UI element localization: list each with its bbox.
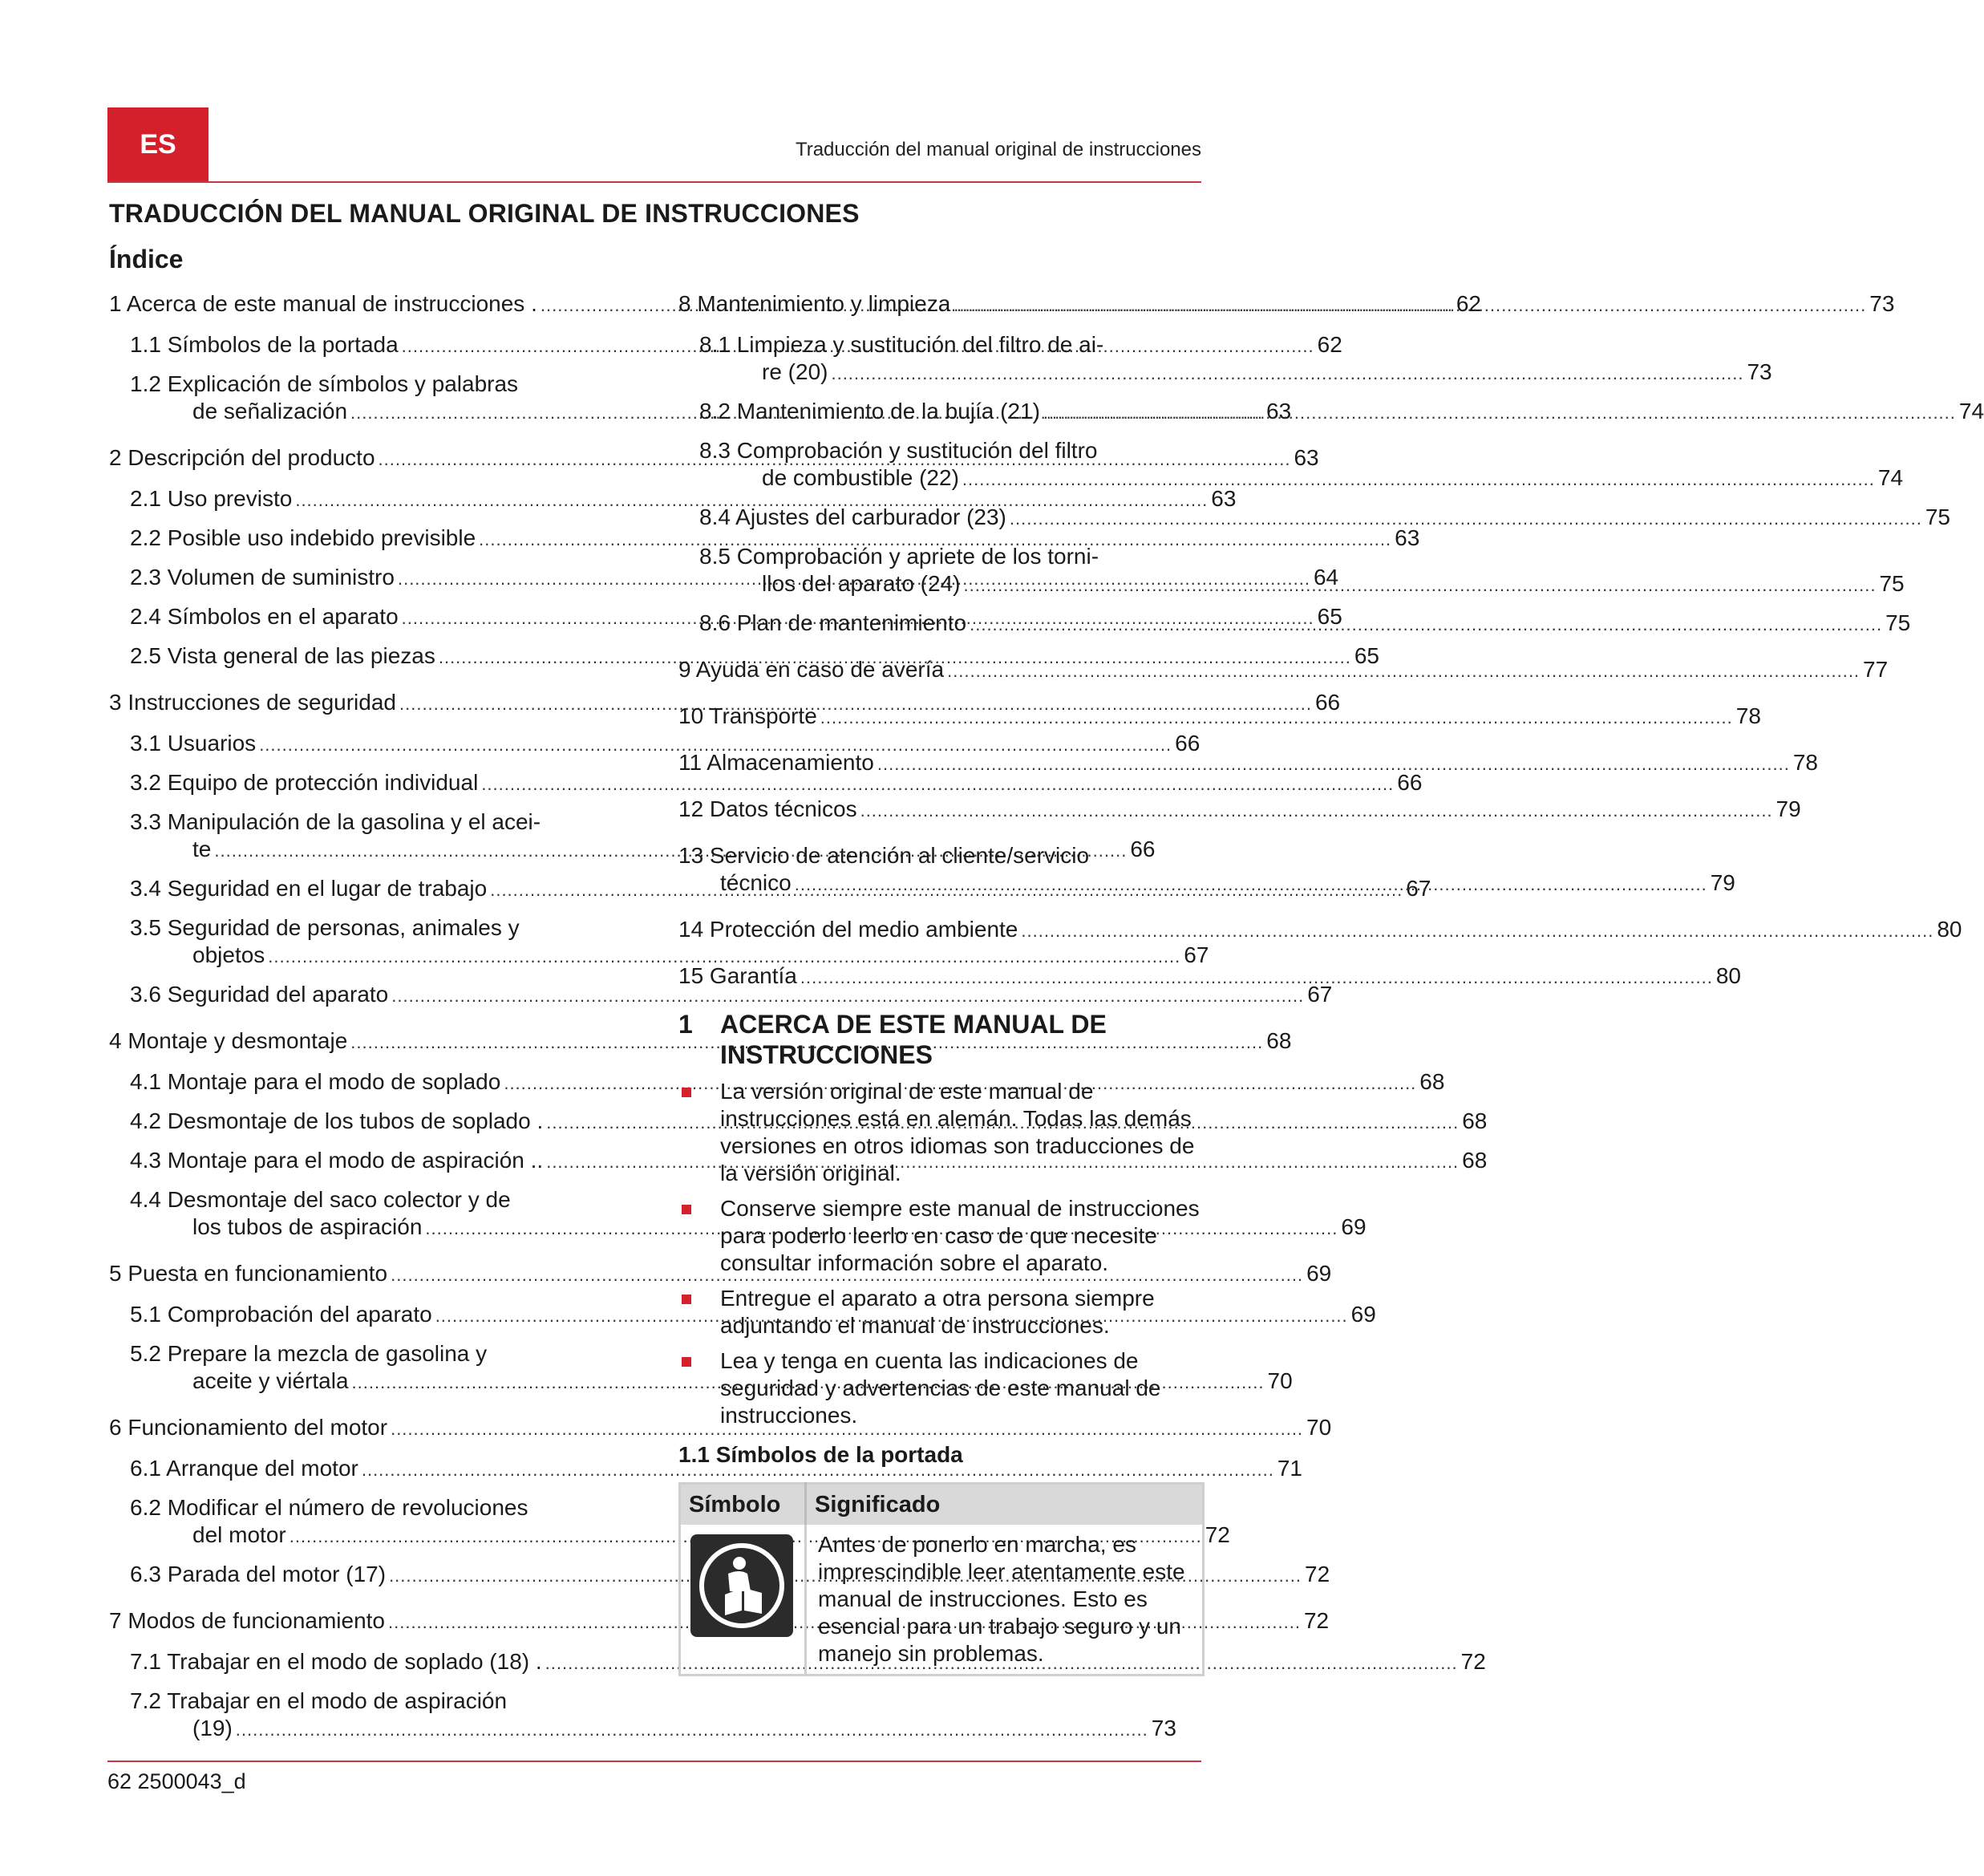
toc-entry[interactable] [678, 656, 1889, 685]
toc-entry-continuation: de señalización [192, 399, 348, 423]
toc-page-number: 79 [1710, 870, 1735, 895]
meaning-cell: Antes de ponerlo en marcha, es imprescindible leer atentamente este manual de instrucciones. Esto es esencial para un trabajo seguro y un manejo sin problemas. [818, 1532, 1185, 1666]
read-manual-icon [690, 1534, 793, 1637]
section-heading [678, 1009, 1200, 1070]
toc-entry-title: 3.1 Usuarios [130, 731, 257, 756]
section-heading-line2: INSTRUCCIONES [720, 1040, 933, 1069]
symbol-cell [680, 1525, 806, 1675]
toc-page-number: 69 [1341, 1214, 1367, 1239]
leader-dots [954, 292, 1866, 319]
toc-page-number: 68 [1462, 1108, 1488, 1133]
toc-entry[interactable] [109, 1068, 1445, 1097]
toc-entry-title: 6.3 Parada del motor (17) [130, 1562, 387, 1586]
leader-dots [1021, 918, 1933, 945]
bullet-square-icon [682, 1357, 691, 1367]
toc-entry-continuation: re (20) [762, 359, 828, 384]
section-number: 1 [678, 1010, 693, 1039]
toc-page-number: 64 [1313, 565, 1339, 590]
toc-entry[interactable] [678, 703, 1761, 731]
leader-dots [877, 751, 1790, 778]
toc-page-number: 75 [1925, 504, 1951, 529]
toc-entry[interactable] [109, 1561, 1330, 1590]
toc-entry-title: 2.4 Símbolos en el aparato [130, 604, 399, 629]
toc-entry[interactable] [109, 1688, 1176, 1744]
toc-entry-title: 4.2 Desmontaje de los tubos de soplado . [130, 1108, 544, 1133]
toc-entry-title: 10 Transporte [678, 703, 817, 728]
toc-page-number: 68 [1419, 1069, 1445, 1094]
toc-page-number: 69 [1350, 1302, 1376, 1327]
header-divider [107, 181, 1201, 183]
toc-entry-title: 5.1 Comprobación del aparato [130, 1302, 432, 1327]
toc-entry-continuation: de combustible (22) [762, 465, 959, 490]
toc-entry-title: 12 Datos técnicos [678, 796, 857, 821]
toc-page-number: 68 [1462, 1148, 1488, 1173]
toc-entry-title: 3.6 Seguridad del aparato [130, 982, 389, 1007]
toc-entry[interactable] [109, 769, 1423, 798]
toc-page-number: 66 [1175, 731, 1201, 756]
toc-page-number: 67 [1184, 942, 1209, 967]
toc-entry-continuation: te [192, 837, 212, 861]
toc-entry[interactable] [109, 1108, 1488, 1137]
toc-page-number: 75 [1885, 610, 1911, 635]
toc-entry[interactable] [678, 504, 1951, 533]
toc-entry[interactable] [109, 1260, 1332, 1289]
toc-entry-title: 8.6 Plan de mantenimiento [699, 610, 967, 635]
toc-entry[interactable] [109, 1147, 1488, 1176]
toc-page-number: 79 [1775, 796, 1801, 821]
toc-entry[interactable] [109, 1414, 1332, 1443]
toc-entry[interactable] [678, 962, 1741, 991]
toc-entry[interactable] [109, 485, 1237, 514]
running-header: Traducción del manual original de instrucciones [795, 139, 1201, 160]
toc-entry-continuation: los tubos de aspiración [192, 1214, 423, 1239]
toc-page-number: 78 [1735, 703, 1761, 728]
toc-entry-title: 3.2 Equipo de protección individual [130, 770, 479, 795]
bullet-list [678, 1078, 1200, 1429]
toc-entry[interactable] [109, 1648, 1486, 1677]
toc-entry-title: 4.1 Montaje para el modo de soplado [130, 1069, 501, 1094]
page-footer: 62 2500043_d [107, 1769, 246, 1793]
subsection-heading: 1.1 Símbolos de la portada [678, 1442, 963, 1467]
toc-entry-title: 3 Instrucciones de seguridad [109, 690, 396, 715]
toc-entry[interactable] [109, 730, 1201, 759]
toc-entry[interactable] [109, 1607, 1330, 1636]
toc-page-number: 63 [1395, 525, 1420, 550]
toc-entry-title: 1.2 Explicación de símbolos y palabras [130, 371, 519, 396]
toc-page-number: 70 [1306, 1415, 1332, 1440]
toc-entry-continuation: aceite y viértala [192, 1368, 349, 1393]
leader-dots [795, 874, 1707, 894]
footer-divider [107, 1761, 1201, 1762]
toc-entry-title: 14 Protección del medio ambiente [678, 917, 1018, 942]
column-header-meaning: Significado [806, 1484, 1204, 1526]
toc-entry[interactable] [678, 749, 1818, 778]
toc-page-number: 69 [1306, 1261, 1332, 1286]
toc-entry[interactable] [109, 981, 1333, 1010]
bullet-square-icon [682, 1205, 691, 1214]
toc-entry-title: 11 Almacenamiento [678, 750, 874, 775]
toc-entry-title: 2.2 Posible uso indebido previsible [130, 525, 476, 550]
section-1 [678, 1009, 1200, 1676]
leader-dots [962, 469, 1875, 489]
leader-dots [947, 658, 1860, 685]
toc-entry-title: 2.3 Volumen de suministro [130, 565, 395, 590]
toc-page-number: 74 [1877, 465, 1904, 490]
toc-entry-title: 1 Acerca de este manual de instrucciones . [109, 291, 537, 316]
language-badge: ES [107, 107, 209, 182]
symbol-table [678, 1482, 1205, 1676]
index-heading: Índice [109, 245, 184, 273]
toc-entry-title: 4.3 Montaje para el modo de aspiración .. [130, 1148, 544, 1173]
bullet-square-icon [682, 1088, 691, 1097]
toc-entry-title: 8.5 Comprobación y apriete de los torni- [699, 544, 1099, 569]
toc-entry-continuation: técnico [720, 870, 792, 895]
toc-page-number: 62 [1317, 332, 1342, 357]
toc-entry-continuation: objetos [192, 942, 265, 967]
toc-page-number: 66 [1397, 770, 1423, 795]
toc-entry[interactable] [678, 916, 1962, 945]
toc-entry[interactable] [109, 525, 1420, 553]
toc-entry-title: 15 Garantía [678, 963, 797, 988]
toc-entry-title: 3.4 Seguridad en el lugar de trabajo [130, 876, 488, 901]
toc-page-number: 63 [1294, 445, 1319, 470]
toc-entry-title: 1.1 Símbolos de la portada [130, 332, 399, 357]
table-row [680, 1525, 1204, 1675]
toc-entry-continuation: del motor [192, 1522, 286, 1547]
toc-entry-title: 4 Montaje y desmontaje [109, 1028, 348, 1053]
toc-page-number: 73 [1747, 359, 1772, 384]
toc-page-number: 66 [1314, 690, 1341, 715]
toc-entry-title: 8 Mantenimiento y limpieza [678, 291, 951, 316]
leader-dots [963, 575, 1876, 595]
toc-entry[interactable] [109, 1455, 1302, 1484]
toc-page-number: 80 [1715, 963, 1741, 988]
toc-page-number: 70 [1267, 1368, 1293, 1393]
toc-page-number: 72 [1460, 1649, 1486, 1674]
toc-entry-title: 6.2 Modificar el número de revoluciones [130, 1495, 528, 1520]
toc-page-number: 65 [1354, 643, 1379, 668]
leader-dots [1043, 399, 1956, 427]
toc-entry[interactable] [678, 796, 1801, 825]
toc-entry-title: 6 Funcionamiento del motor [109, 1415, 388, 1440]
toc-page-number: 78 [1792, 750, 1818, 775]
toc-page-number: 66 [1130, 837, 1156, 861]
toc-page-number: 80 [1937, 917, 1962, 942]
toc-page-number: 73 [1151, 1716, 1176, 1740]
toc-entry-title: 3.5 Seguridad de personas, animales y [130, 915, 520, 940]
toc-page-number: 62 [1456, 291, 1481, 316]
toc-page-number: 72 [1205, 1522, 1230, 1547]
toc-page-number: 67 [1406, 876, 1431, 901]
section-heading-line1: ACERCA DE ESTE MANUAL DE [720, 1010, 1107, 1039]
toc-page-number: 63 [1266, 399, 1292, 423]
leader-dots [1010, 505, 1922, 533]
toc-page-number: 71 [1277, 1456, 1302, 1481]
leader-dots [800, 964, 1713, 991]
toc-entry-title: 13 Servicio de atención al cliente/servicio [678, 843, 1090, 868]
toc-entry-title: 2 Descripción del producto [109, 445, 375, 470]
toc-page-number: 77 [1863, 657, 1889, 682]
toc-page-number: 72 [1303, 1608, 1330, 1633]
toc-entry-title: 9 Ayuda en caso de avería [678, 657, 945, 682]
list-item: Lea y tenga en cuenta las indicaciones de seguridad y advertencias de este manual de instrucciones. [678, 1347, 1200, 1429]
toc-entry-title: 8.2 Mantenimiento de la bujía (21) [699, 399, 1040, 423]
document-title: TRADUCCIÓN DEL MANUAL ORIGINAL DE INSTRUCCIONES [109, 199, 860, 228]
toc-page-number: 73 [1869, 291, 1895, 316]
toc-entry-title: 5 Puesta en funcionamiento [109, 1261, 388, 1286]
toc-page-number: 65 [1317, 604, 1342, 629]
toc-entry-continuation: llos del aparato (24) [762, 571, 961, 596]
toc-entry-title: 8.4 Ajustes del carburador (23) [699, 504, 1006, 529]
list-item: La versión original de este manual de instrucciones está en alemán. Todas las demás versiones en otros idiomas son traducciones de la versión original. [678, 1078, 1200, 1187]
toc-entry-title: 8.3 Comprobación y sustitución del filtro [699, 438, 1098, 463]
toc-entry-title: 3.3 Manipulación de la gasolina y el acei- [130, 809, 541, 834]
leader-dots [860, 797, 1773, 825]
list-item: Conserve siempre este manual de instrucciones para poderlo leerlo en caso de que necesite consultar información sobre el aparato. [678, 1195, 1200, 1277]
toc-entry-title: 7 Modos de funcionamiento [109, 1608, 385, 1633]
leader-dots [236, 1720, 1148, 1740]
toc-entry-title: 7.2 Trabajar en el modo de aspiración [130, 1688, 508, 1713]
toc-page-number: 68 [1266, 1028, 1292, 1053]
leader-dots [970, 611, 1882, 638]
toc-entry-title: 7.1 Trabajar en el modo de soplado (18) . [130, 1649, 542, 1674]
toc-entry-title: 4.4 Desmontaje del saco colector y de [130, 1187, 511, 1212]
leader-dots [831, 363, 1743, 383]
leader-dots [820, 704, 1733, 731]
toc-page-number: 72 [1305, 1562, 1330, 1586]
toc-page-number: 67 [1307, 982, 1333, 1007]
toc-page-number: 74 [1958, 399, 1984, 423]
toc-entry-title: 5.2 Prepare la mezcla de gasolina y [130, 1341, 488, 1366]
toc-page-number: 75 [1879, 571, 1905, 596]
table-header-row [680, 1484, 1204, 1526]
bullet-square-icon [682, 1295, 691, 1304]
toc-entry-title: 2.5 Vista general de las piezas [130, 643, 435, 668]
toc-entry-title: 8.1 Limpieza y sustitución del filtro de ai- [699, 332, 1104, 357]
toc-entry-continuation: (19) [192, 1716, 233, 1740]
column-header-symbol: Símbolo [680, 1484, 806, 1526]
toc-entry-title: 6.1 Arranque del motor [130, 1456, 358, 1481]
list-item: Entregue el aparato a otra persona siempre adjuntando el manual de instrucciones. [678, 1285, 1200, 1339]
toc-page-number: 63 [1211, 486, 1237, 511]
toc-entry-title: 2.1 Uso previsto [130, 486, 293, 511]
